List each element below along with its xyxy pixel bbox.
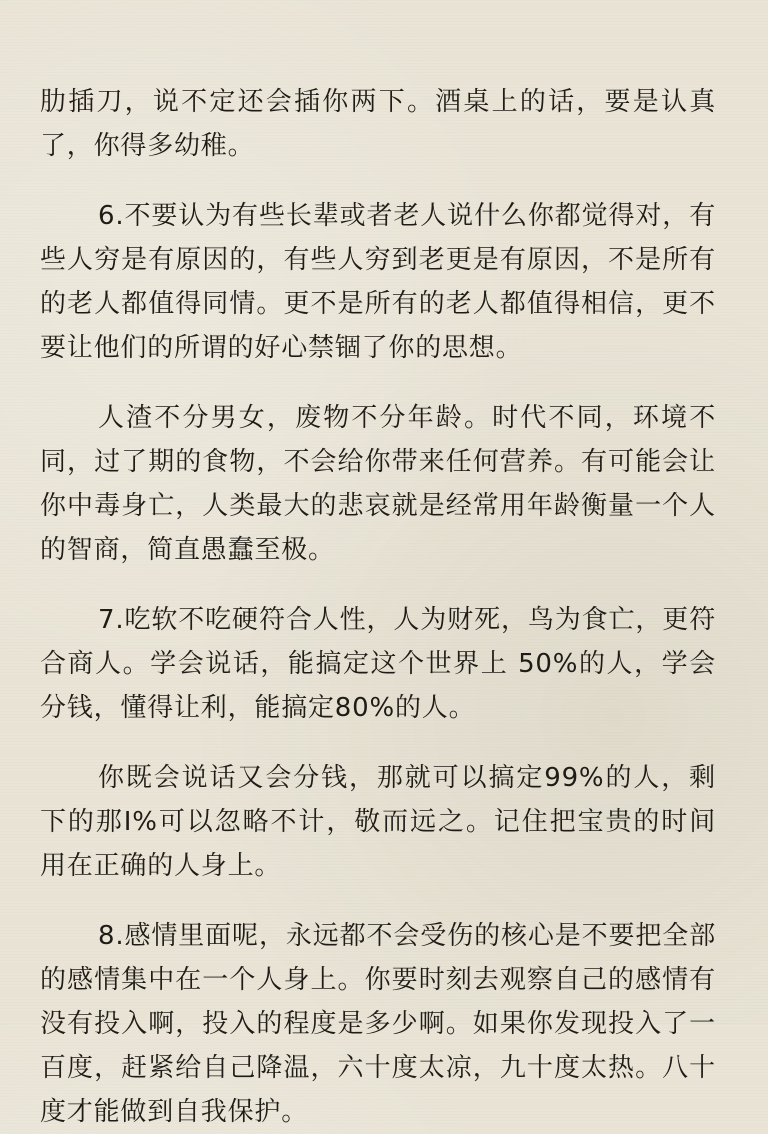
paragraph-3: 人渣不分男女，废物不分年龄。时代不同，环境不同，过了期的食物，不会给你带来任何营养。有可能会让你中毒身亡，人类最大的悲哀就是经常用年龄衡量一个人的智商，简直愚蠢至极。 — [40, 403, 716, 565]
paragraph-2: 6.不要认为有些长辈或者老人说什么你都觉得对，有些人穷是有原因的，有些人穷到老更是有原因，不是所有的老人都值得同情。更不是所有的老人都值得相信，更不要让他们的所谓的好心禁锢了你的思想。 — [40, 201, 716, 363]
paragraph-1: 肋插刀，说不定还会插你两下。酒桌上的话，要是认真了，你得多幼稚。 — [40, 87, 716, 161]
paragraph-5: 你既会说话又会分钱，那就可以搞定99%的人，剩下的那I%可以忽略不计，敬而远之。记住把宝贵的时间用在正确的人身上。 — [40, 763, 716, 881]
paragraph-4: 7.吃软不吃硬符合人性，人为财死，鸟为食亡，更符合商人。学会说话，能搞定这个世界上 50%的人，学会分钱，懂得让利，能搞定80%的人。 — [40, 605, 716, 723]
paragraph-6: 8.感情里面呢，永远都不会受伤的核心是不要把全部的感情集中在一个人身上。你要时刻去观察自己的感情有没有投入啊，投入的程度是多少啊。如果你发现投入了一百度，赶紧给自己降温，六十度太凉，九十度太热。八十度才能做到自我保护。 — [40, 921, 716, 1127]
